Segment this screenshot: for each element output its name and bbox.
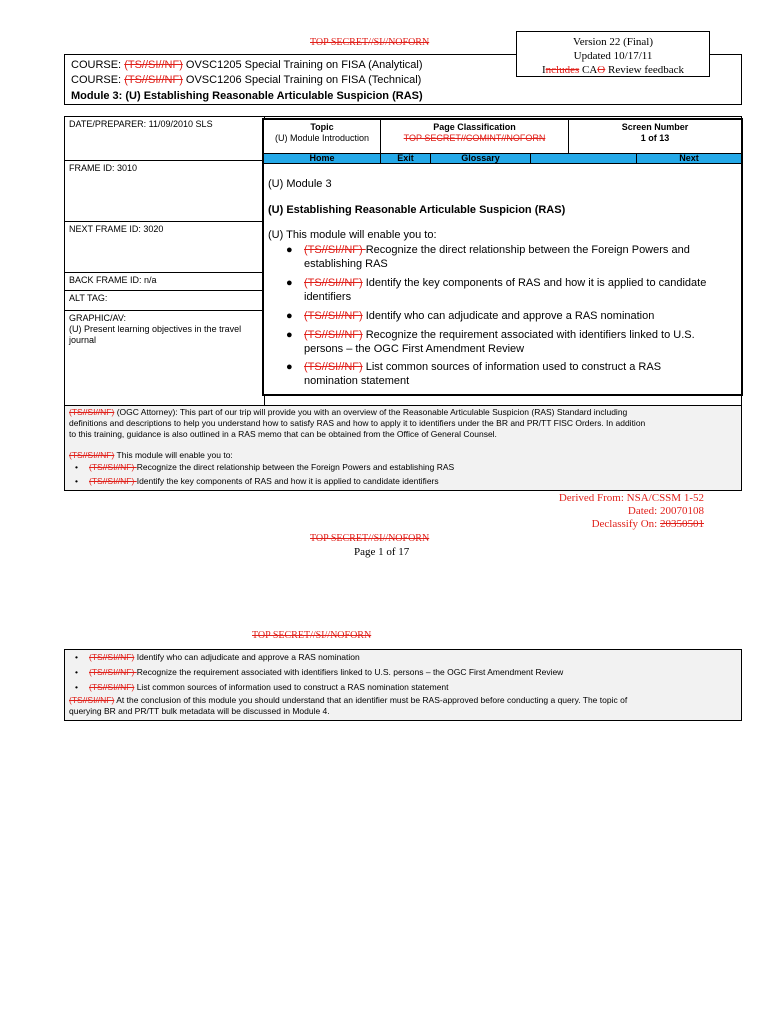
narration-bullet: • (TS//SI//NF) Identify who can adjudicate and approve a RAS nomination (75, 652, 360, 662)
screen-number-label: Screen Number (621, 122, 689, 132)
review-line: Includes CAO Review feedback (541, 64, 685, 76)
derived-from-line: Derived From: NSA/CSSM 1-52 (558, 492, 704, 504)
bullet-dot: • (75, 462, 78, 472)
bullet-dot: • (75, 476, 78, 486)
date-preparer-cell: DATE/PREPARER: 11/09/2010 SLS (64, 116, 265, 161)
dated-line: Dated: 20070108 (627, 505, 704, 517)
conclusion-text: (TS//SI//NF) At the conclusion of this module you should understand that an identifier must be RAS-approved before conducting a query. The topic of querying BR and PR/TT bulk metadata will be discussed in Module 4. (69, 695, 628, 716)
module-intro: (U) This module will enable you to: (268, 229, 437, 241)
bullet-dot: • (75, 667, 78, 677)
declassify-line: Declassify On: 20350501 (591, 518, 704, 530)
next-frame-id-cell: NEXT FRAME ID: 3020 (64, 221, 265, 273)
nav-exit-button[interactable]: Exit (381, 154, 431, 163)
objective-bullet: ● (TS//SI//NF) Recognize the requirement associated with identifiers linked to U.S. persons – the OGC First Amendment Review (286, 329, 695, 355)
objective-bullet: ● (TS//SI//NF) Identify the key components of RAS and how it is applied to candidate identifiers (286, 277, 707, 303)
narration-text: (TS//SI//NF) (OGC Attorney): This part of our trip will provide you with an overview of the Reasonable Articulable Suspicion (RAS) Standard including definitions and descriptions to help you understand how to satisfy RAS and how to apply it to identifiers under the BR and PR/TT FISC Orders. In addition to this training, guidance is also outlined in a RAS memo that can be obtained from the Office of General Counsel. (69, 407, 646, 439)
topic-value: (U) Module Introduction (274, 133, 370, 143)
bullet-dot: ● (286, 310, 293, 322)
module-heading: (U) Module 3 (268, 178, 332, 190)
bullet-dot: ● (286, 361, 293, 373)
graphic-av-cell (64, 310, 265, 406)
bullet-dot: • (75, 682, 78, 692)
page-classification-label: Page Classification (433, 122, 516, 132)
nav-home-button[interactable]: Home (264, 154, 381, 163)
nav-spacer (531, 154, 637, 163)
bullet-dot: ● (286, 277, 293, 289)
page-number: Page 1 of 17 (354, 546, 410, 558)
page-classification-header (381, 120, 569, 153)
version-line: Version 22 (Final) (572, 36, 654, 48)
bullet-dot: • (75, 652, 78, 662)
narration-bullet: • (TS//SI//NF) Recognize the requirement associated with identifiers linked to U.S. persons – the OGC First Amendment Review (75, 667, 564, 677)
frame-id-cell: FRAME ID: 3010 (64, 160, 265, 222)
narration-box-continued (64, 649, 742, 721)
updated-line: Updated 10/17/11 (573, 50, 653, 62)
narration-bullet: • (TS//SI//NF) List common sources of information used to construct a RAS nomination statement (75, 682, 449, 692)
screen-number-value: 1 of 13 (640, 133, 670, 143)
nav-glossary-button[interactable]: Glossary (431, 154, 531, 163)
graphic-av-text: (U) Present learning objectives in the travel journal (69, 324, 242, 345)
topic-header (264, 120, 381, 153)
objective-bullet: ● (TS//SI//NF) Identify who can adjudicate and approve a RAS nomination (286, 310, 655, 322)
nav-bar (264, 153, 741, 164)
module-title: Module 3: (U) Establishing Reasonable Articulable Suspicion (RAS) (71, 90, 423, 102)
bullet-dot: ● (286, 244, 293, 256)
screen-number-header (569, 120, 741, 153)
classification-banner-top: TOP SECRET//SI//NOFORN (310, 37, 430, 48)
module-subheading: (U) Establishing Reasonable Articulable Suspicion (RAS) (268, 204, 566, 216)
classification-banner-bottom: TOP SECRET//SI//NOFORN (310, 533, 430, 544)
narration-box (64, 405, 742, 491)
narration-bullet: • (TS//SI//NF) Identify the key components of RAS and how it is applied to candidate identifiers (75, 476, 439, 486)
narration-bullet: • (TS//SI//NF) Recognize the direct relationship between the Foreign Powers and establishing RAS (75, 462, 455, 472)
bullet-dot: ● (286, 329, 293, 341)
back-frame-id-cell: BACK FRAME ID: n/a (64, 272, 265, 291)
screen-mockup (262, 118, 743, 396)
course-line-1: COURSE: (TS//SI//NF) OVSC1205 Special Training on FISA (Analytical) (71, 59, 423, 71)
nav-next-button[interactable]: Next (679, 153, 699, 163)
derived-from-block (559, 492, 704, 531)
topic-label: Topic (310, 122, 334, 132)
course-line-2: COURSE: (TS//SI//NF) OVSC1206 Special Training on FISA (Technical) (71, 74, 422, 86)
graphic-av-label: GRAPHIC/AV: (69, 313, 127, 323)
narration-enable: (TS//SI//NF) This module will enable you to: (69, 450, 233, 460)
objective-bullet: ● (TS//SI//NF) Recognize the direct relationship between the Foreign Powers and establishing RAS (286, 244, 690, 270)
objective-bullet: ● (TS//SI//NF) List common sources of information used to construct a RAS nomination statement (286, 361, 662, 387)
version-box (516, 31, 710, 77)
alt-tag-cell: ALT TAG: (64, 290, 265, 311)
classification-banner-page2: TOP SECRET//SI//NOFORN (252, 630, 372, 641)
page-classification-value: TOP SECRET//COMINT//NOFORN (403, 133, 546, 143)
